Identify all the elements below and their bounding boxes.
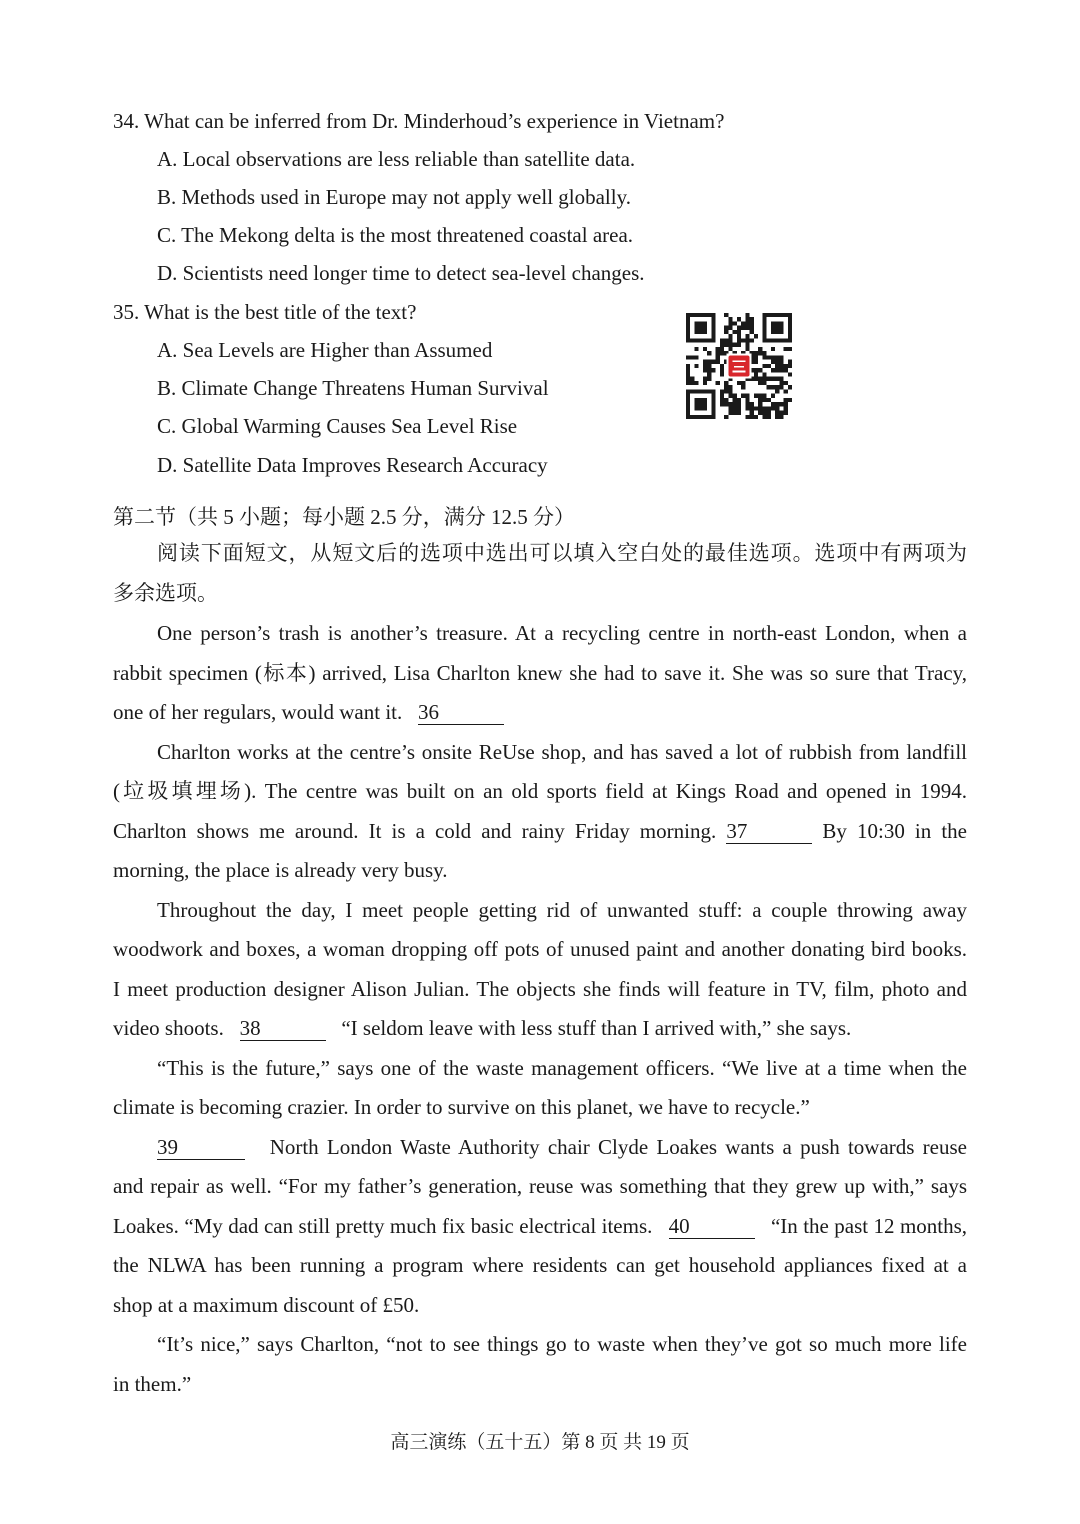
passage-line: one of her regulars, would want it. 36 [113,693,967,733]
blank-36: 36 [418,700,504,725]
passage-line: the NLWA has been running a program where residents can get household appliances fixed at a [113,1253,967,1277]
passage-line: and repair as well. “For my father’s generation, reuse was something that they grew up with,” says [113,1174,967,1198]
blank-37: 37 [726,819,812,844]
q35-option-b: B. Climate Change Threatens Human Survival [157,376,549,400]
passage-line: “It’s nice,” says Charlton, “not to see things go to waste when they’ve got so much more life [157,1332,967,1356]
q35-option-c: C. Global Warming Causes Sea Level Rise [157,414,518,438]
q34-option-d: D. Scientists need longer time to detect sea-level changes. [157,261,645,285]
passage-line: Charlton works at the centre’s onsite ReUse shop, and has saved a lot of rubbish from landfill [157,739,967,764]
passage-line: rabbit specimen (标本) arrived, Lisa Charlton knew she had to save it. She was so sure that Tracy, [113,660,967,685]
page-footer: 高三演练（五十五）第 8 页 共 19 页 [390,1432,690,1453]
qr-code-image [686,313,792,419]
passage-line: morning, the place is already very busy. [113,858,448,882]
question-35-stem: 35. What is the best title of the text? [113,300,417,324]
passage-line: in them.” [113,1371,192,1396]
instruction-line-1: 阅读下面短文，从短文后的选项中选出可以填入空白处的最佳选项。选项中有两项为 [157,541,967,565]
section-heading: 第二节（共 5 小题；每小题 2.5 分，满分 12.5 分） [113,505,575,529]
passage-line: climate is becoming crazier. In order to survive on this planet, we have to recycle.” [113,1095,810,1119]
passage-line: One person’s trash is another’s treasure. At a recycling centre in north-east London, when a [157,621,967,645]
q35-option-a: A. Sea Levels are Higher than Assumed [157,338,493,362]
passage-line: 39 North London Waste Authority chair Clyde Loakes wants a push towards reuse [157,1134,967,1159]
q35-option-d: D. Satellite Data Improves Research Accuracy [157,453,548,477]
cloze-passage [113,614,967,1404]
passage-line: I meet production designer Alison Julian. The objects she finds will feature in TV, film, photo and [113,976,967,1001]
passage-line: Charlton shows me around. It is a cold and rainy Friday morning. 37 By 10:30 in the [113,818,968,843]
blank-38: 38 [240,1016,326,1041]
question-34-stem: 34. What can be inferred from Dr. Minderhoud’s experience in Vietnam? [113,109,725,133]
passage-line: woodwork and boxes, a woman dropping off pots of unused paint and another donating bird books. [113,937,967,961]
blank-39: 39 [157,1135,245,1160]
q34-option-a: A. Local observations are less reliable than satellite data. [157,147,636,171]
passage-line: (垃圾填埋场). The centre was built on an old sports field at Kings Road and opened in 1994. [113,779,967,803]
passage-line: shop at a maximum discount of £50. [113,1292,420,1317]
q34-option-b: B. Methods used in Europe may not apply well globally. [157,185,631,209]
blank-40: 40 [669,1214,755,1239]
q34-option-c: C. The Mekong delta is the most threatened coastal area. [157,223,634,247]
passage-line: video shoots. 38 “I seldom leave with less stuff than I arrived with,” she says. [113,1016,852,1040]
instruction-line-2: 多余选项。 [113,580,218,605]
passage-line: Throughout the day, I meet people getting rid of unwanted stuff: a couple throwing away [157,897,967,922]
passage-line: “This is the future,” says one of the waste management officers. “We live at a time when the [157,1055,967,1080]
passage-line: Loakes. “My dad can still pretty much fix basic electrical items. 40 “In the past 12 months, [113,1213,968,1238]
